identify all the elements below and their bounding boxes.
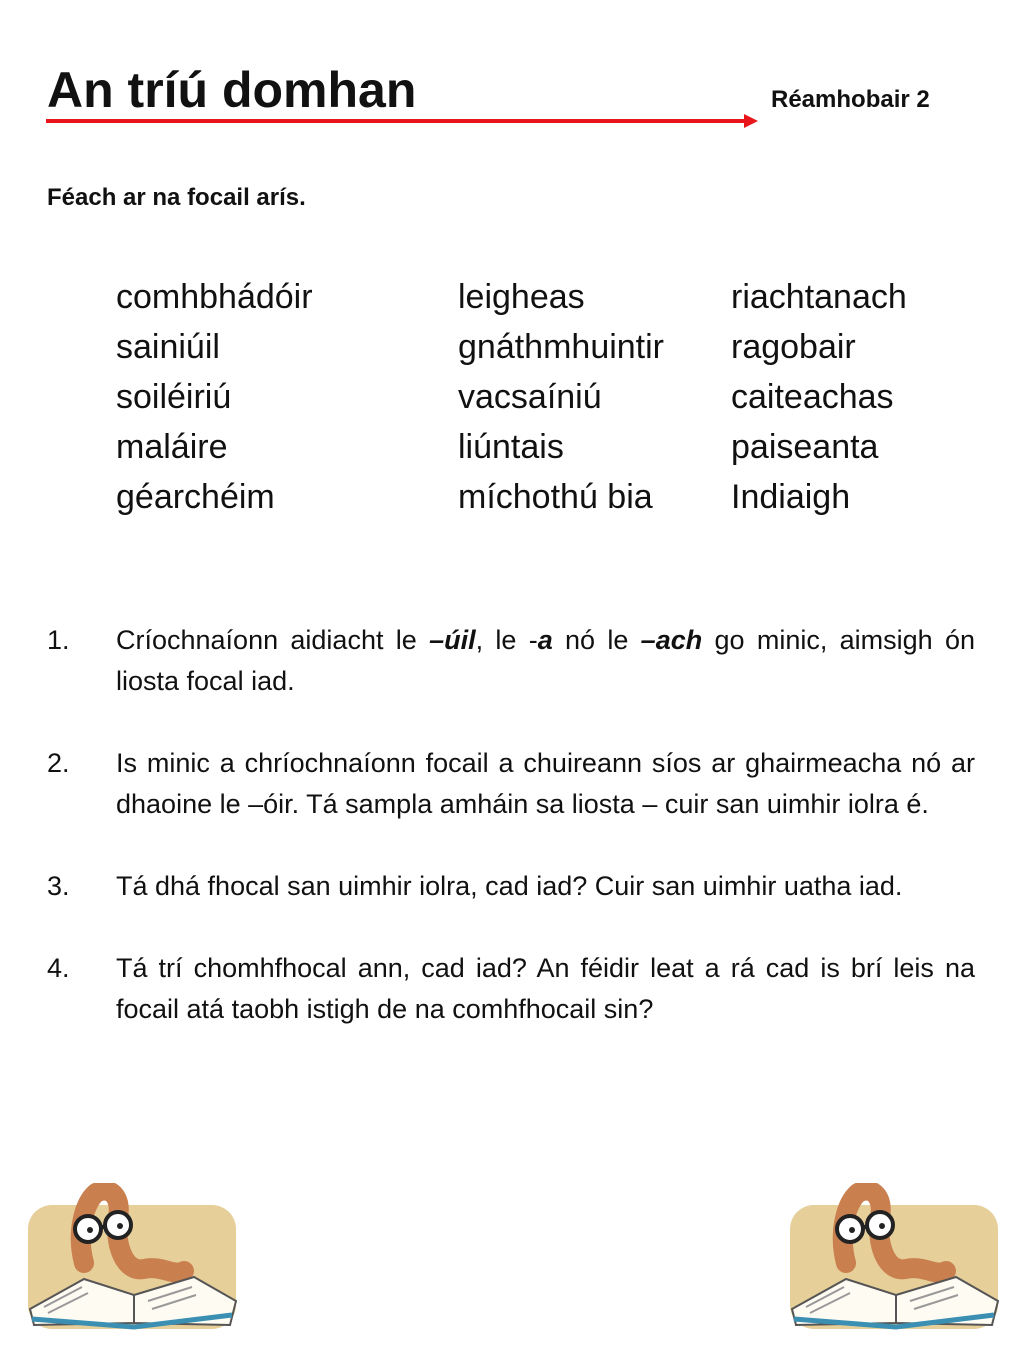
word-item: míchothú bia (458, 478, 653, 516)
word-item: géarchéim (116, 478, 275, 516)
suffix-emphasis: –ach (640, 625, 703, 655)
page-title: An tríú domhan (47, 62, 417, 118)
word-item: leigheas (458, 278, 585, 316)
word-item: riachtanach (731, 278, 907, 316)
word-item: ragobair (731, 328, 856, 366)
word-item: vacsaíniú (458, 378, 602, 416)
word-item: paiseanta (731, 428, 879, 466)
question-text-part: , le - (475, 625, 538, 655)
word-item: gnáthmhuintir (458, 328, 665, 366)
suffix-emphasis: –úil (429, 625, 476, 655)
question-text-part: nó le (552, 625, 641, 655)
word-item: sainiúil (116, 328, 220, 366)
question-item (47, 866, 975, 907)
word-column-1 (116, 272, 313, 522)
suffix-emphasis: a (537, 625, 553, 655)
question-text (116, 620, 975, 702)
word-column-2 (458, 272, 664, 522)
question-number: 1. (47, 625, 70, 655)
question-number: 3. (47, 871, 70, 901)
question-number: 2. (47, 748, 70, 778)
title-underline-arrow (44, 111, 760, 131)
question-list (47, 620, 975, 1071)
question-item (47, 620, 975, 702)
bookworm-reading-illustration (24, 1183, 240, 1333)
question-item (47, 948, 975, 1030)
word-item: soiléiriú (116, 378, 232, 416)
instruction-text: Féach ar na focail arís. (47, 184, 306, 211)
word-item: comhbhádóir (116, 278, 313, 316)
page-subtitle: Réamhobair 2 (771, 86, 930, 113)
word-item: caiteachas (731, 378, 894, 416)
question-number: 4. (47, 953, 70, 983)
bookworm-reading-illustration (786, 1183, 1002, 1333)
question-text: Is minic a chríochnaíonn focail a chuireann síos ar ghairmeacha nó ar dhaoine le –óir. Tá sampla amháin sa liosta – cuir san uimhir iolra é. (116, 748, 975, 819)
word-column-3 (731, 272, 907, 522)
word-item: liúntais (458, 428, 564, 466)
word-item: Indiaigh (731, 478, 851, 516)
question-item (47, 743, 975, 825)
question-text-part: go minic, aimsigh ón liosta focal iad. (116, 625, 976, 696)
question-text-part: Críochnaíonn aidiacht le (116, 625, 430, 655)
question-text: Tá dhá fhocal san uimhir iolra, cad iad? Cuir san uimhir uatha iad. (116, 871, 903, 901)
word-item: maláire (116, 428, 228, 466)
question-text: Tá trí chomhfhocal ann, cad iad? An féidir leat a rá cad is brí leis na focail atá taobh istigh de na comhfhocail sin? (116, 953, 975, 1024)
